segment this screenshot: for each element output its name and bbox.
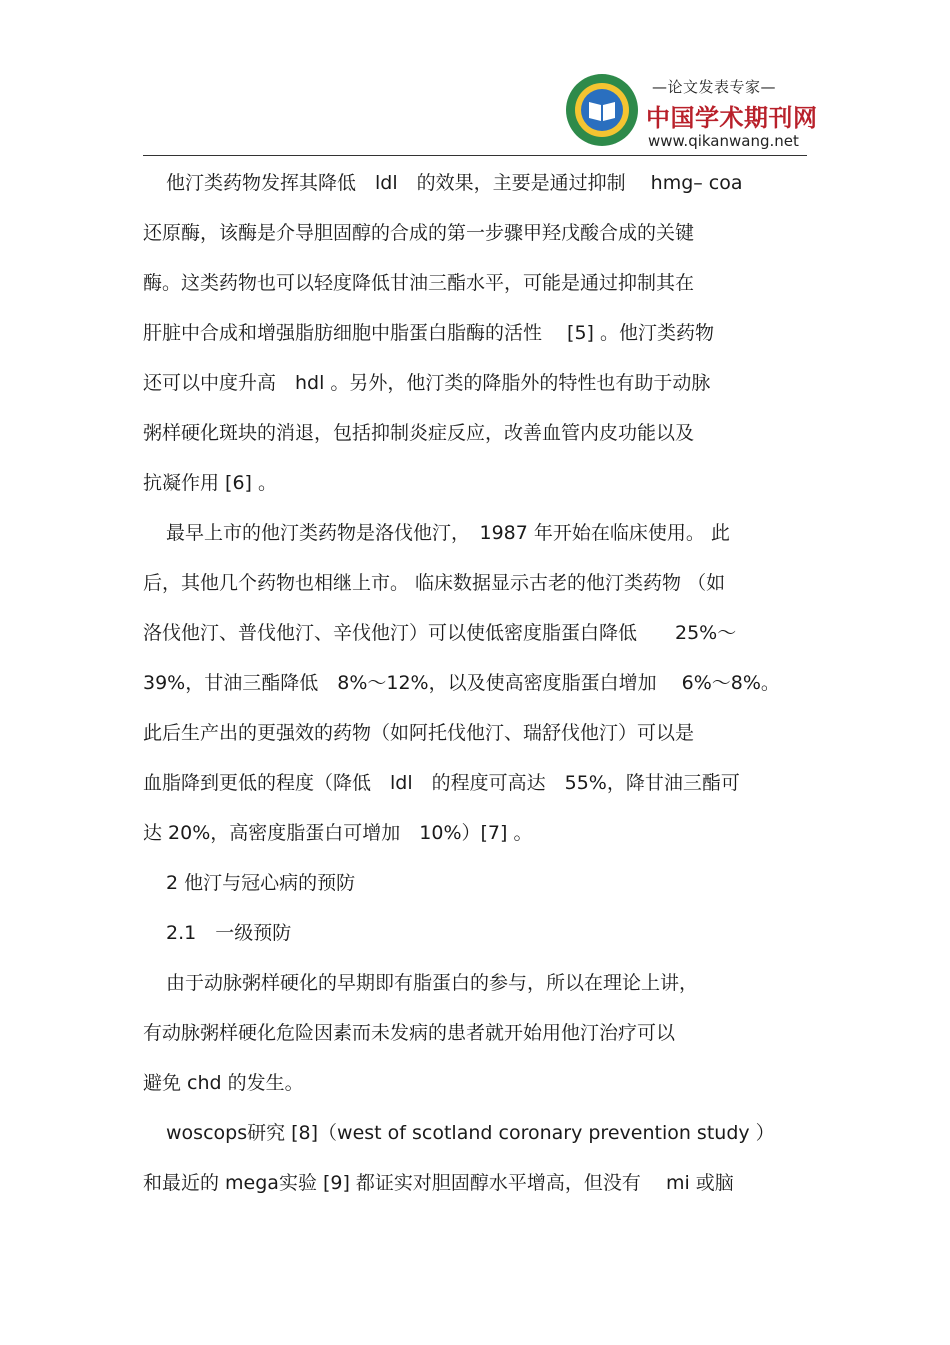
text-line: 还可以中度升高 hdl 。另外，他汀类的降脂外的特性也有助于动脉 — [143, 372, 711, 394]
text-line: 和最近的 mega实验 [9] 都证实对胆固醇水平增高，但没有 mi 或脑 — [143, 1172, 734, 1194]
publisher-logo — [560, 62, 818, 154]
text-line: woscops研究 [8]（west of scotland coronary prevention study ） — [166, 1122, 775, 1144]
article-body — [143, 158, 843, 1208]
section-heading: 2 他汀与冠心病的预防 — [166, 872, 356, 894]
text-line: 肝脏中合成和增强脂肪细胞中脂蛋白脂酶的活性 [5] 。他汀类药物 — [143, 322, 714, 344]
text-line: 洛伐他汀、普伐他汀、辛伐他汀）可以使低密度脂蛋白降低 25%～ — [143, 622, 737, 644]
text-line: 还原酶，该酶是介导胆固醇的合成的第一步骤甲羟戊酸合成的关键 — [143, 222, 695, 244]
text-line: 此后生产出的更强效的药物（如阿托伐他汀、瑞舒伐他汀）可以是 — [143, 722, 695, 744]
text-line: 由于动脉粥样硬化的早期即有脂蛋白的参与，所以在理论上讲， — [166, 972, 699, 994]
text-line: 后，其他几个药物也相继上市。 临床数据显示古老的他汀类药物 （如 — [143, 572, 726, 594]
text-line: 粥样硬化斑块的消退，包括抑制炎症反应，改善血管内皮功能以及 — [143, 422, 695, 444]
logo-site-name: 中国学术期刊网 — [646, 104, 818, 132]
text-line: 避免 chd 的发生。 — [143, 1072, 304, 1094]
logo-tagline: —论文发表专家— — [652, 78, 777, 96]
globe-book-seal-icon — [564, 72, 640, 148]
text-line: 血脂降到更低的程度（降低 ldl 的程度可高达 55%，降甘油三酯可 — [143, 772, 740, 794]
text-line: 抗凝作用 [6] 。 — [143, 472, 277, 494]
text-line: 39%，甘油三酯降低 8%～12%，以及使高密度脂蛋白增加 6%～8%。 — [143, 672, 780, 694]
logo-site-url: www.qikanwang.net — [648, 132, 799, 150]
text-line: 他汀类药物发挥其降低 ldl 的效果，主要是通过抑制 hmg– coa — [166, 172, 743, 194]
text-line: 酶。这类药物也可以轻度降低甘油三酯水平，可能是通过抑制其在 — [143, 272, 695, 294]
subsection-heading: 2.1 一级预防 — [166, 922, 292, 944]
text-line: 达 20%，高密度脂蛋白可增加 10%）[7] 。 — [143, 822, 533, 844]
text-line: 有动脉粥样硬化危险因素而未发病的患者就开始用他汀治疗可以 — [143, 1022, 676, 1044]
text-line: 最早上市的他汀类药物是洛伐他汀， 1987 年开始在临床使用。 此 — [166, 522, 730, 544]
header-divider — [143, 155, 807, 156]
